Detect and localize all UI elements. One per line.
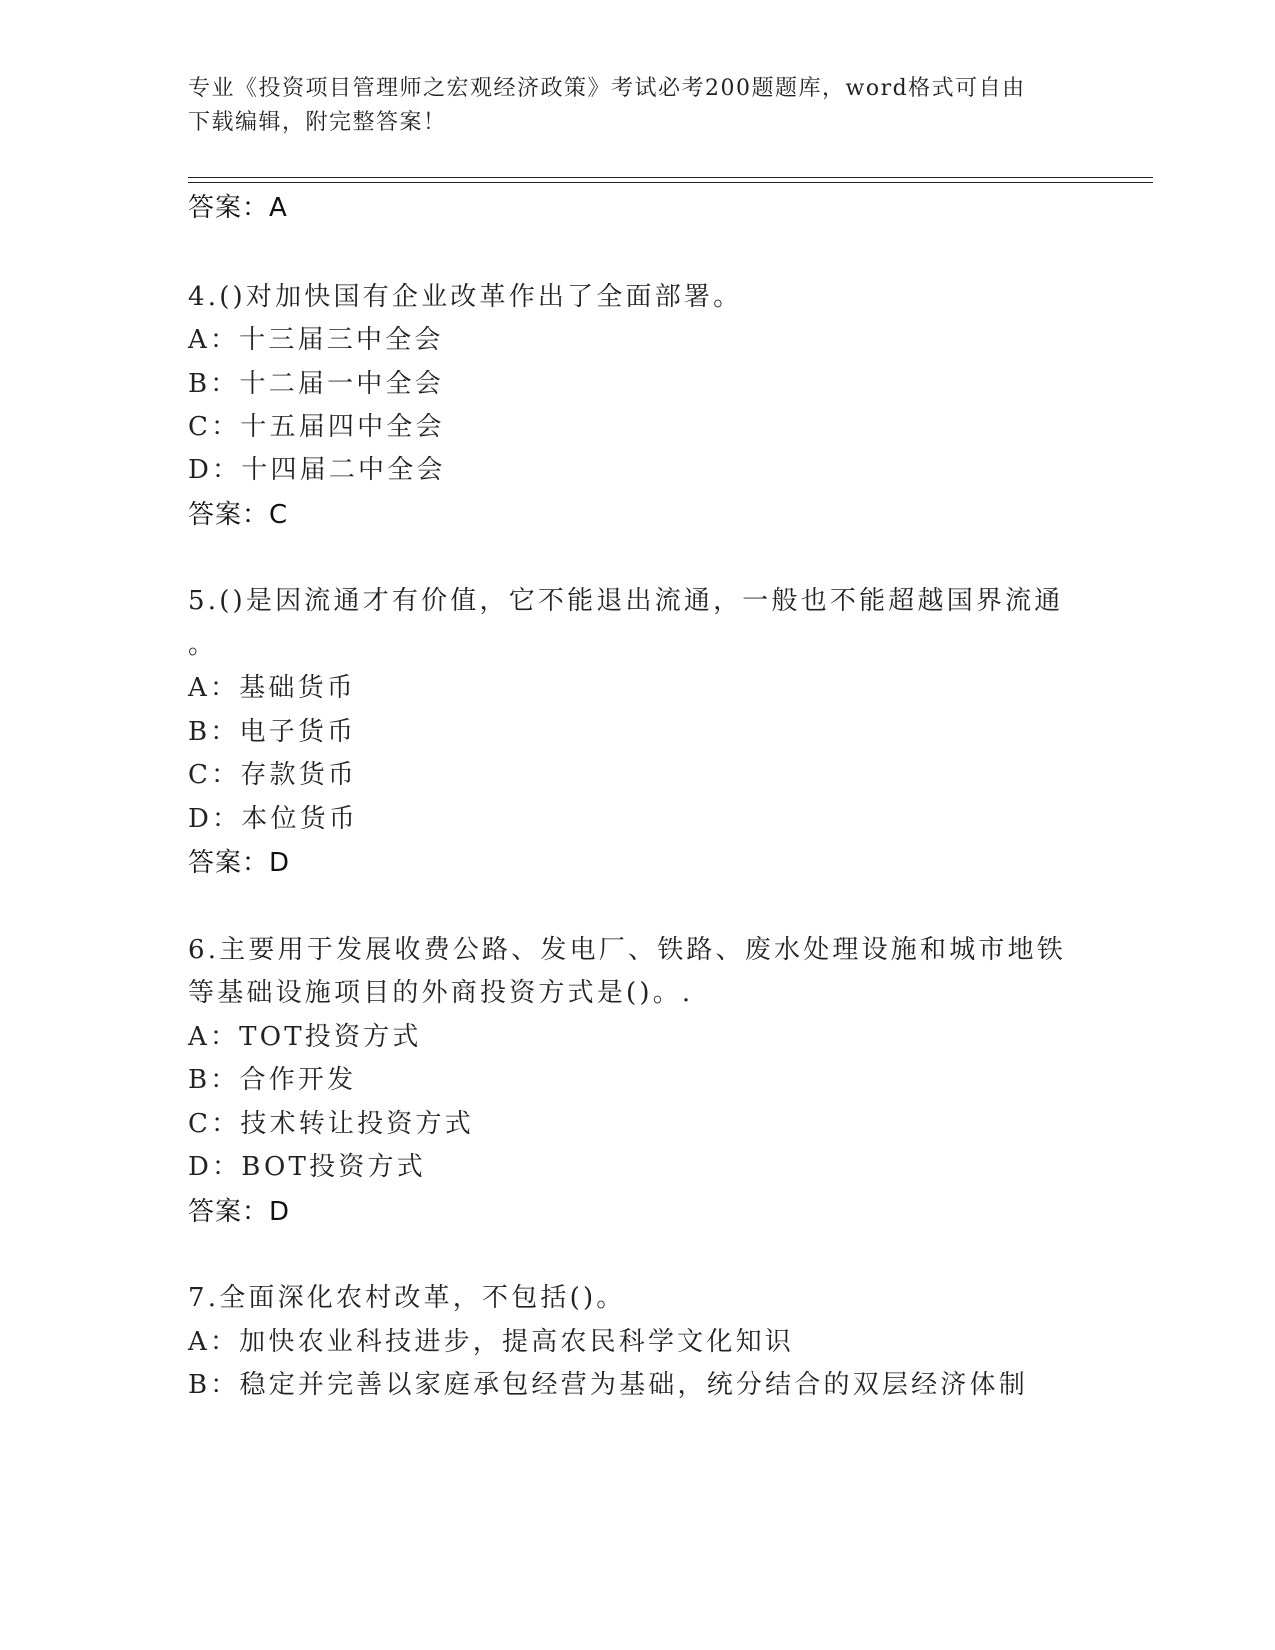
question-6-option-a: A：TOT投资方式 [188, 1022, 422, 1052]
header-rule-bottom [188, 182, 1153, 183]
answer-value: D [269, 1197, 291, 1227]
answer-prefix: 答案： [188, 193, 270, 223]
question-7-option-b: B：稳定并完善以家庭承包经营为基础，统分结合的双层经济体制 [188, 1370, 1028, 1400]
question-6-answer [188, 1191, 290, 1228]
header-rule-top [188, 177, 1153, 178]
answer-value: A [269, 193, 288, 223]
question-5-option-b: B：电子货币 [188, 717, 357, 747]
question-6-option-b: B：合作开发 [188, 1065, 357, 1095]
question-6-stem-line-2: 等基础设施项目的外商投资方式是()。. [188, 978, 694, 1008]
question-6-option-d: D：BOT投资方式 [188, 1152, 426, 1182]
question-6-stem-line-1: 6.主要用于发展收费公路、发电厂、铁路、废水处理设施和城市地铁 [188, 935, 1067, 965]
answer-prefix: 答案： [188, 1197, 270, 1227]
question-4-option-d: D：十四届二中全会 [188, 455, 446, 485]
header-line-2: 下载编辑，附完整答案！ [188, 110, 447, 135]
question-5-option-d: D：本位货币 [188, 804, 359, 834]
question-5-answer [188, 842, 290, 879]
answer-value: D [269, 848, 291, 878]
question-4-option-a: A：十三届三中全会 [188, 325, 444, 355]
question-5-stem-line-2: 。 [188, 630, 218, 660]
question-4-option-b: B：十二届一中全会 [188, 369, 444, 399]
answer-value: C [269, 500, 289, 530]
document-header [188, 72, 1068, 140]
question-4-option-c: C：十五届四中全会 [188, 412, 445, 442]
question-7-option-a: A：加快农业科技进步，提高农民科学文化知识 [188, 1327, 794, 1357]
answer-previous [188, 187, 288, 224]
question-4-stem: 4.()对加快国有企业改革作出了全面部署。 [188, 282, 743, 312]
question-7-stem: 7.全面深化农村改革，不包括()。 [188, 1283, 626, 1313]
header-line-1: 专业《投资项目管理师之宏观经济政策》考试必考200题题库，word格式可自由 [188, 76, 1026, 101]
question-6-option-c: C：技术转让投资方式 [188, 1109, 474, 1139]
question-5-option-c: C：存款货币 [188, 760, 358, 790]
answer-prefix: 答案： [188, 500, 270, 530]
question-4-answer [188, 494, 288, 531]
question-5-option-a: A：基础货币 [188, 673, 356, 703]
answer-prefix: 答案： [188, 848, 270, 878]
question-5-stem-line-1: 5.()是因流通才有价值，它不能退出流通，一般也不能超越国界流通 [188, 586, 1064, 616]
